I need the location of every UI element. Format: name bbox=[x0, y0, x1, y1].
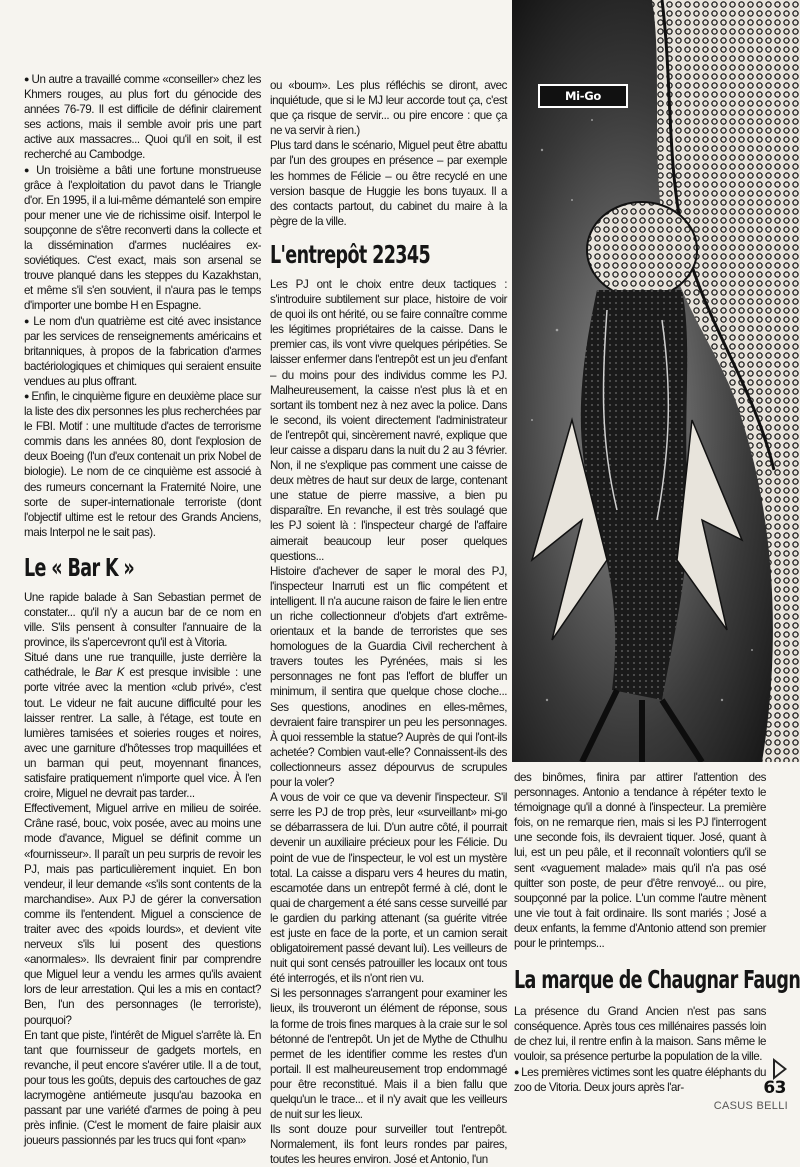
column-left bbox=[24, 72, 261, 1148]
magazine-name: CASUS BELLI bbox=[713, 1100, 788, 1112]
paragraph: Les PJ ont le choix entre deux tactiques : s'introduire subtilement sur place, histoire de voir de quoi ils ont hérité, ou se faire connaître comme les légitimes propriétaires de la caisse. Dans le premier cas, ils vont vivre quelques péripéties. Se laisser enfermer dans l'entrepôt est un jeu d'enfant – du moins pour des individus comme les PJ. Malheureusement, la caisse n'est plus là et en sortant ils tombent nez à nez avec la police. Dans le second, ils voient directement l'administrateur de l'entrepôt qui, sincèrement navré, explique que leur caisse a disparu dans la nuit du 2 au 3 février. Non, il ne s'explique pas comment une caisse de deux mètres de haut sur deux de large, contenant une statue de pierre massive, a bien pu disparaître. En revanche, il est très soulagé que les PJ soient là : l'inspecteur chargé de l'affaire aimerait beaucoup leur poser quelques questions... bbox=[270, 277, 507, 563]
paragraph: Plus tard dans le scénario, Miguel peut être abattu par l'un des groupes en présence – par exemple les hommes de Félicie – ou être recyclé en une version basque de Huggie les bons tuyaux. Il a des contacts partout, du cabinet du maire à la pègre de la ville. bbox=[270, 139, 507, 228]
paragraph: Effectivement, Miguel arrive en milieu de soirée. Crâne rasé, bouc, voix posée, avec au moins une mode d'avance, Miguel se définit comme un «fournisseur». Il paraît un peu surpris de revoir les PJ, mais pas particulièrement inquiet. En bon vendeur, il leur demande «s'ils sont contents de la marchandise». Aux PJ de gérer la conversation comme ils l'entendent. Miguel a conscience de traiter avec des «poids lourds», et devient vite nerveux s'ils lui posent des questions «anormales». Ils devraient finir par comprendre que Miguel leur a vendu les armes qu'ils avaient lors de leur arrestation. Qui les a mis en contact? Ben, l'un des personnages (le terroriste), pourquoi? bbox=[24, 802, 261, 1027]
paragraph: En tant que piste, l'intérêt de Miguel s'arrête là. En tant que fournisseur de gadgets mortels, en revanche, il peut encore s'avérer utile. Il a de tout, pour tous les goûts, depuis des cartouches de gaz lacrymogène antiémeute jusqu'au bazooka en passant par une variété d'armes de poing à peu près infinie. (C'est le moment de faire plaisir aux joueurs passionnés par les trucs qui font «pan» bbox=[24, 1028, 261, 1148]
bullet-paragraph-khmers: ● Un autre a travaillé comme «conseiller» chez les Khmers rouges, au plus fort du génocide des années 76-79. Il est difficile de définir clairement ses actions, mais il semble avoir pris une part active aux massacres... Quoi qu'il en soit, il est recherché au Cambodge. bbox=[24, 72, 261, 163]
paragraph: A vous de voir ce que va devenir l'inspecteur. S'il serre les PJ de trop près, leur «surveillant» mi-go se débarrassera de lui. D'un autre côté, il pourrait devenir un auxiliaire précieux pour les Félicie. Du point de vue de l'inspecteur, le vol est un mystère total. La caisse a disparu vers 4 heures du matin, escamotée dans un entrepôt fermé à clé, dont le quai de chargement a été sans cesse surveillé par le gardien du parking attenant (sa guérite vitrée est juste en face de la porte, et un camion serait obligatoirement passé devant lui). Les veilleurs de nuit qui sont censés patrouiller les locaux ont tous été interrogés, et ils n'ont rien vu. bbox=[270, 791, 507, 986]
bullet-paragraph-pavot: ● Un troisième a bâti une fortune monstrueuse grâce à l'exploitation du pavot dans le Triangle d'or. En 1995, il a lui-même démantelé son empire pour mener une vie de richissime oisif. Interpol le soupçonne de s'être reconverti dans la collecte et la dissémination d'armes nucléaires ex-soviétiques. C'est exact, mais son arsenal se trouve planqué dans les steppes du Kazakhstan, et même s'il s'en souvient, il n'aura pas le temps d'importer une bombe H en Espagne. bbox=[24, 163, 261, 314]
column-middle bbox=[270, 78, 507, 1167]
bullet-paragraph-quatrieme: ● Le nom d'un quatrième est cité avec insistance par les services de renseignements américains et britanniques, à propos de la fabrication d'armes bactériologiques et chimiques qui seraient ensuite vendues au plus offrant. bbox=[24, 314, 261, 389]
paragraph: ou «boum». Les plus réfléchis se diront, avec inquiétude, que si le MJ leur accorde tout ça, c'est que ça risque de servir... ou pire encore : que ça ne va servir à rien.) bbox=[270, 79, 507, 138]
paragraph-bar-k-description: Situé dans une rue tranquille, juste derrière la cathédrale, le Bar K est presque invisible : une porte vitrée avec la mention «club privé», c'est tout. Le videur ne fait aucune difficulté pour les laisser rentrer. La salle, à l'étage, est toute en lumières tamisées et soieries rouges et noires, avec une garniture d'hôtesses trop maquillées et un barman qui peut, moyennant finances, satisfaire pratiquement n'importe quel vice. À l'en croire, Miguel ne devrait pas tarder... bbox=[24, 651, 261, 801]
page-number: 63 bbox=[763, 1078, 786, 1098]
continue-arrow-icon bbox=[773, 1058, 787, 1080]
bullet-paragraph-elephants: ● Les premières victimes sont les quatre éléphants du zoo de Vitoria. Deux jours après l'ar- bbox=[514, 1065, 766, 1095]
illustration-caption: Mi-Go bbox=[538, 84, 628, 108]
paragraph: Ils sont douze pour surveiller tout l'entrepôt. Normalement, ils font leurs rondes par paires, toutes les heures environ. José et Antonio, l'un bbox=[270, 1123, 507, 1167]
section-heading-entrepot: L'entrepôt 22345 bbox=[270, 239, 431, 269]
section-heading-bar-k: Le « Bar K » bbox=[24, 552, 135, 582]
paragraph: Si les personnages s'arrangent pour examiner les lieux, ils trouveront un élément de réponse, sous la forme de trois fines marques à la craie sur le sol bétonné de l'entrepôt. Un jet de Mythe de Cthulhu permet de les identifier comme les restes d'un portail. Il est malheureusement trop endommagé pour être reconstitué. Mais il a bien fallu que quelqu'un le trace... et il n'y avait que les veilleurs de nuit sur les lieux. bbox=[270, 987, 507, 1122]
paragraph: des binômes, finira par attirer l'attention des personnages. Antonio a tendance à répéter texto le témoignage qu'il a donné à l'inspecteur. La première fois, on ne remarque rien, mais si les PJ l'interrogent une seconde fois, ils devraient tiquer. José, quant à lui, est un peu pâle, et il reconnaît volontiers qu'il se sent «vaguement malade» mais qu'il n'a pas osé quitter son poste, de peur d'être renvoyé... ou pire, soupçonné par la police. L'un comme l'autre mènent une vie tout à fait ordinaire. Ils sont mariés ; José a deux enfants, la femme d'Antonio attend son premier pour le printemps... bbox=[514, 771, 766, 951]
section-heading-chaugnar: La marque de Chaugnar Faugn bbox=[514, 965, 800, 995]
paragraph: Histoire d'achever de saper le moral des PJ, l'inspecteur Inarruti est un flic compétent et intelligent. Il n'a aucune raison de faire le lien entre un riche collectionneur d'objets d'art extrême-orientaux et la bande de terroristes que ses homologues de la Guardia Civil recherchent à travers toutes les Pyrénées, mais si les personnages ne font pas l'effort de bluffer un minimum, il sentira que quelque chose cloche... Ses questions, anodines en elles-mêmes, devraient faire transpirer un peu les personnages. À quoi ressemble la statue? Auprès de qui l'ont-ils achetée? Combien vaut-elle? Connaissent-ils des collectionneurs assez dépourvus de scrupules pour la voler? bbox=[270, 564, 507, 790]
paragraph: Une rapide balade à San Sebastian permet de constater... qu'il n'y a aucun bar de ce nom en ville. S'ils pensent à consulter l'annuaire de la province, ils s'apercevront qu'il est à Vitoria. bbox=[24, 590, 261, 650]
mi-go-illustration bbox=[512, 0, 800, 762]
paragraph: La présence du Grand Ancien n'est pas sans conséquence. Après tous ces millénaires passés loin de chez lui, il rentre enfin à la maison. Sans même le vouloir, sa présence perturbe la population de la ville. bbox=[514, 1005, 766, 1064]
bullet-paragraph-cinquieme: ● Enfin, le cinquième figure en deuxième place sur la liste des dix personnes les plus recherchées par le FBI. Motif : une multitude d'actes de terrorisme commis dans les années 80, dont l'explosion de deux Boeing (l'un d'eux contenait un prix Nobel de biologie). Le nom de ce cinquième est associé à des rumeurs concernant la Fraternité Noire, une sorte de super-internationale terroriste (dont l'objectif ultime est le retour des Grands Anciens, mais Interpol ne le sait pas). bbox=[24, 389, 261, 540]
